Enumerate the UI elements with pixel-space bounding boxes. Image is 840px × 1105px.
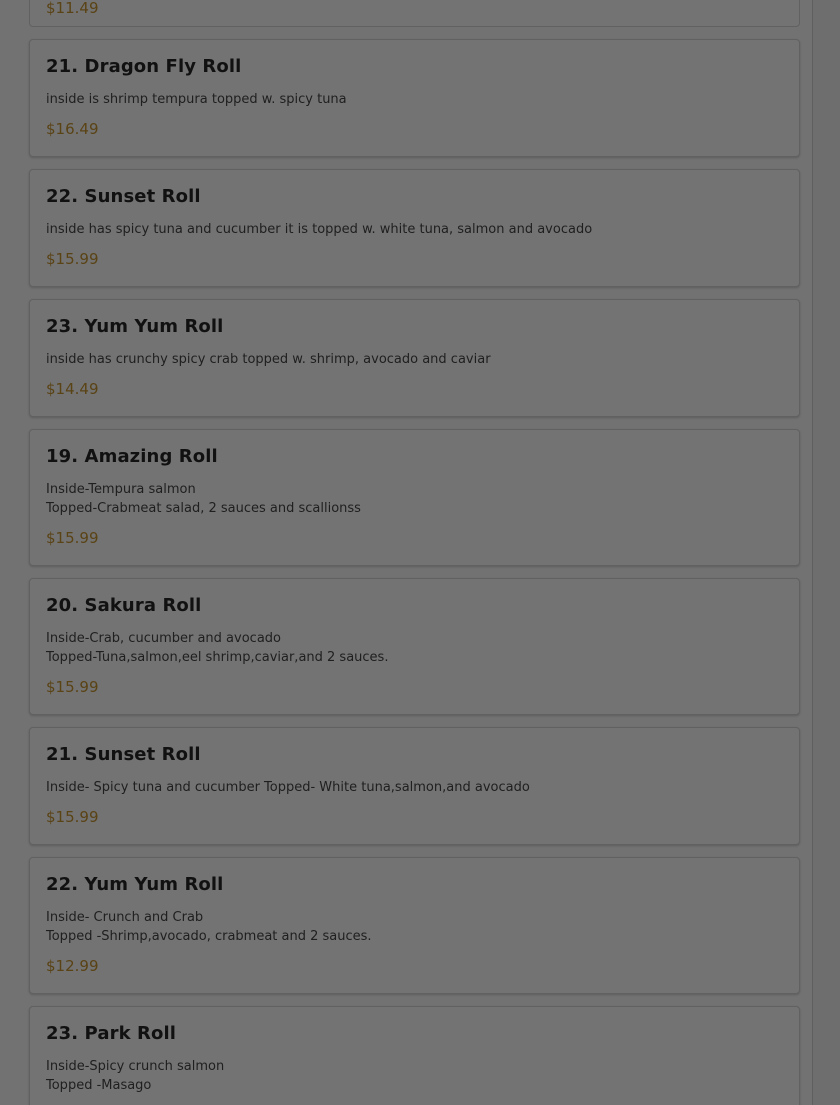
item-title: 23. Park Roll (46, 1023, 176, 1044)
item-price: $15.99 (46, 678, 99, 696)
item-title: 22. Sunset Roll (46, 186, 201, 207)
item-price: $15.99 (46, 529, 99, 547)
menu-item-card[interactable] (29, 578, 800, 715)
item-title: 22. Yum Yum Roll (46, 874, 224, 895)
item-title: 21. Dragon Fly Roll (46, 56, 242, 77)
menu-item-card[interactable] (29, 1006, 800, 1105)
item-title: 19. Amazing Roll (46, 446, 218, 467)
item-description: Inside- Crunch and Crab Topped -Shrimp,avocado, crabmeat and 2 sauces. (46, 910, 372, 944)
item-description: inside is shrimp tempura topped w. spicy tuna (46, 92, 347, 107)
menu-item-card[interactable] (29, 727, 800, 845)
menu-item-card[interactable] (29, 429, 800, 566)
item-price: $15.99 (46, 808, 99, 826)
menu-item-card[interactable] (29, 0, 800, 27)
item-description: Inside-Spicy crunch salmon Topped -Masago (46, 1059, 225, 1093)
item-description: Inside-Tempura salmon Topped-Crabmeat salad, 2 sauces and scallionss (46, 482, 361, 516)
menu-item-card[interactable] (29, 169, 800, 287)
item-title: 20. Sakura Roll (46, 595, 202, 616)
item-price: $14.49 (46, 380, 99, 398)
item-description: Inside- Spicy tuna and cucumber Topped- White tuna,salmon,and avocado (46, 780, 530, 795)
item-price: $16.49 (46, 120, 99, 138)
item-title: 23. Yum Yum Roll (46, 316, 224, 337)
item-title: 21. Sunset Roll (46, 744, 201, 765)
item-description: Inside-Crab, cucumber and avocado Topped-Tuna,salmon,eel shrimp,caviar,and 2 sauces. (46, 631, 389, 665)
menu-item-card[interactable] (29, 857, 800, 994)
menu-item-card[interactable] (29, 299, 800, 417)
item-price: $12.99 (46, 957, 99, 975)
item-description: inside has spicy tuna and cucumber it is topped w. white tuna, salmon and avocado (46, 222, 593, 237)
item-price: $15.99 (46, 250, 99, 268)
scrollbar-track[interactable] (812, 0, 840, 1105)
item-description: inside has crunchy spicy crab topped w. shrimp, avocado and caviar (46, 352, 491, 367)
item-price: $11.49 (46, 0, 99, 17)
menu-item-card[interactable] (29, 39, 800, 157)
